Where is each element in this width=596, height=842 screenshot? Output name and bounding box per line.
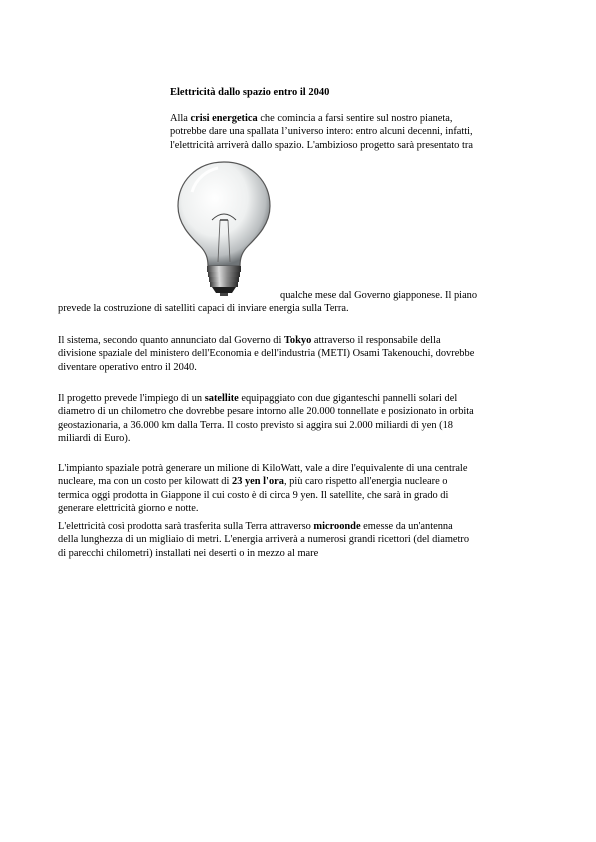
- text-line: generare elettricità giorno e notte.: [58, 502, 199, 514]
- bold-text: satellite: [204, 393, 239, 404]
- text-line: [58, 334, 548, 347]
- text-line: [58, 475, 548, 488]
- paragraph-transfer: [58, 520, 548, 560]
- bold-text: Tokyo: [283, 335, 312, 346]
- text-line: potrebbe dare una spallata l’universo intero: entro alcuni decenni, infatti,: [170, 126, 473, 138]
- text-line: L'impianto spaziale potrà generare un milione di KiloWatt, vale a dire l'equivalente di una centrale: [58, 463, 468, 474]
- paragraph-system: [58, 334, 548, 374]
- text-line: [170, 112, 545, 125]
- text-run: equipaggiato con due giganteschi pannelli solari del: [238, 393, 458, 404]
- text-line: [58, 392, 548, 405]
- text-line: diametro di un chilometro che dovrebbe pesare intorno alle 20.000 tonnellate e posizionato in orbita: [58, 406, 474, 418]
- text-run: Il sistema, secondo quanto annunciato dal Governo di: [58, 335, 284, 346]
- text-line: l'elettricità arriverà dallo spazio. L'ambizioso progetto sarà presentato tra: [170, 139, 473, 151]
- text-run: nucleare, ma con un costo per kilowatt di: [58, 476, 232, 488]
- text-run: Alla: [170, 113, 191, 124]
- text-line: della lunghezza di un migliaio di metri. L'energia arriverà a numerosi grandi ricettori (del diametro: [58, 534, 470, 546]
- text-line: di parecchi chilometri) installati nei deserti o in mezzo al mare: [58, 547, 319, 559]
- text-line: qualche mese dal Governo giapponese. Il piano: [280, 290, 478, 301]
- text-line: prevede la costruzione di satelliti capaci di inviare energia sulla Terra.: [58, 303, 349, 315]
- text-run: , più caro rispetto all'energia nucleare o: [283, 476, 448, 488]
- bold-text: microonde: [313, 521, 361, 532]
- text-line: termica oggi prodotta in Giappone il cui costo è di circa 9 yen. Il satellite, che sarà in grado di: [58, 489, 449, 501]
- text-line: miliardi di Euro).: [58, 432, 131, 444]
- text-line: divisione spaziale del ministero dell'Economia e dell'industria (METI) Osami Takenouchi, dovrebbe: [58, 348, 475, 360]
- text-run: che comincia a farsi sentire sul nostro pianeta,: [257, 113, 453, 124]
- paragraph-plant: [58, 462, 548, 515]
- article-title: Elettricità dallo spazio entro il 2040: [170, 87, 330, 98]
- text-run: Il progetto prevede l'impiego di un: [58, 393, 205, 404]
- text-line: [58, 520, 548, 533]
- bold-text: 23 yen l'ora: [232, 476, 284, 488]
- paragraph-project: [58, 392, 548, 445]
- text-run: L'elettricità così prodotta sarà trasferita sulla Terra attraverso: [58, 521, 314, 532]
- light-bulb-image: [174, 158, 274, 298]
- text-line: diventare operativo entro il 2040.: [58, 361, 197, 373]
- text-line: geostazionaria, a 36.000 km dalla Terra. Il costo previsto si aggira sui 2.000 miliardi di yen (18: [58, 419, 453, 431]
- text-run: emesse da un'antenna: [360, 521, 453, 532]
- text-run: attraverso il responsabile della: [311, 335, 441, 346]
- continuation-paragraph: [58, 289, 548, 316]
- bold-text: crisi energetica: [190, 113, 258, 124]
- intro-paragraph: [170, 112, 545, 152]
